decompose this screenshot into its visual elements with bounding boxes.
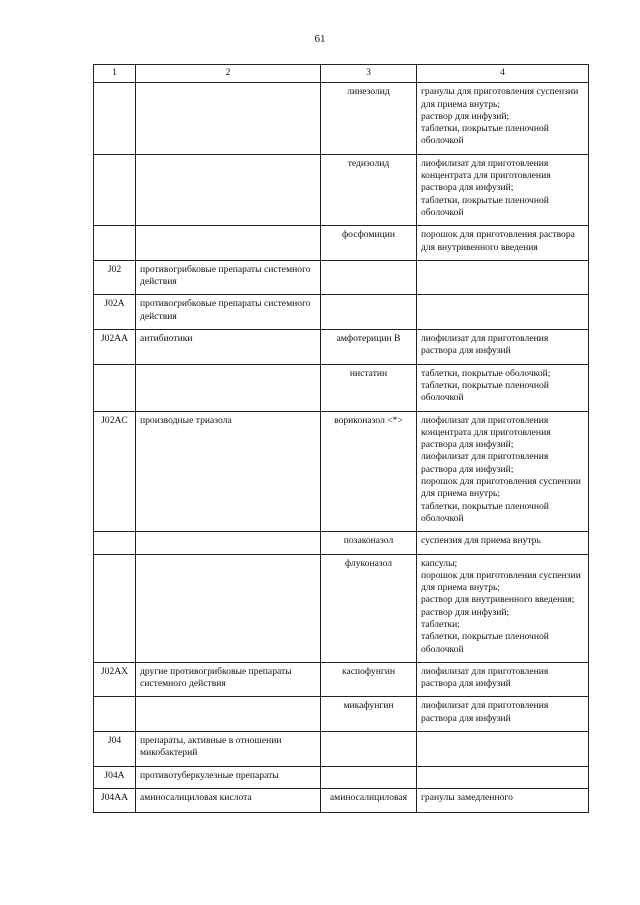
dosage-form-item: таблетки, покрытые оболочкой; [421, 367, 551, 379]
dosage-form-cell [417, 788, 589, 812]
dosage-form-item: гранулы для приготовления суспензии для приема внутрь; [421, 86, 579, 110]
atc-code-cell: J04A [94, 766, 136, 788]
table-row [94, 532, 589, 554]
table-row [94, 788, 589, 812]
group-name-cell [136, 697, 321, 732]
dosage-form-cell [417, 766, 589, 788]
drug-name-cell: вориконазол <*> [321, 411, 417, 532]
dosage-form-cell [417, 260, 589, 295]
drug-name-cell [321, 295, 417, 330]
dosage-form-item: капсулы; [421, 557, 458, 569]
dosage-form-item: порошок для приготовления раствора для внутривенного введения [421, 229, 575, 253]
drug-name-cell: каспофунгин [321, 662, 417, 697]
dosage-form-item: суспензия для приема внутрь [421, 535, 541, 547]
column-header: 1 [94, 65, 136, 83]
drug-name-cell: линезолид [321, 83, 417, 154]
drug-name-cell: флуконазол [321, 554, 417, 662]
page-number: 61 [314, 33, 326, 45]
drug-name-cell: аминосалициловая [321, 788, 417, 812]
drug-table [93, 64, 589, 813]
table-row [94, 364, 589, 411]
dosage-form-item: гранулы замедленного [421, 791, 513, 803]
table-row [94, 554, 589, 662]
dosage-form-cell [417, 532, 589, 554]
dosage-form-item: таблетки, покрытые пленочной оболочкой [421, 123, 549, 147]
dosage-form-item: лиофилизат для приготовления концентрата для приготовления раствора для инфузий; [421, 414, 551, 451]
group-name-cell: аминосалициловая кислота [136, 788, 321, 812]
group-name-cell: противогрибковые препараты системного действия [136, 260, 321, 295]
group-name-cell: производные триазола [136, 411, 321, 532]
dosage-form-cell [417, 226, 589, 261]
drug-name-cell [321, 732, 417, 767]
group-name-cell [136, 554, 321, 662]
dosage-form-cell [417, 411, 589, 532]
table-header-row [94, 65, 589, 83]
group-name-cell [136, 154, 321, 225]
table-row [94, 83, 589, 154]
table-row [94, 662, 589, 697]
group-name-cell: другие противогрибковые препараты системного действия [136, 662, 321, 697]
table-row [94, 226, 589, 261]
atc-code-cell: J02AC [94, 411, 136, 532]
dosage-form-cell [417, 697, 589, 732]
dosage-form-item: порошок для приготовления суспензии для приема внутрь; [421, 569, 581, 594]
group-name-cell: препараты, активные в отношении микобактерий [136, 732, 321, 767]
atc-code-cell [94, 364, 136, 411]
group-name-cell [136, 364, 321, 411]
table-row [94, 411, 589, 532]
table-row [94, 766, 589, 788]
dosage-form-cell [417, 732, 589, 767]
atc-code-cell [94, 532, 136, 554]
dosage-form-item: лиофилизат для приготовления раствора для инфузий; [421, 451, 549, 475]
dosage-form-item: порошок для приготовления суспензии для приема внутрь; [421, 476, 581, 500]
dosage-form-cell [417, 295, 589, 330]
dosage-form-item: раствор для инфузий; [421, 606, 510, 618]
group-name-cell [136, 83, 321, 154]
atc-code-cell: J04AA [94, 788, 136, 812]
dosage-form-cell [417, 364, 589, 411]
atc-code-cell: J02AX [94, 662, 136, 697]
atc-code-cell [94, 554, 136, 662]
dosage-form-item: лиофилизат для приготовления раствора для инфузий [421, 700, 549, 724]
column-header: 3 [321, 65, 417, 83]
table-row [94, 260, 589, 295]
atc-code-cell [94, 697, 136, 732]
dosage-form-item: таблетки; [421, 618, 460, 630]
dosage-form-item: лиофилизат для приготовления концентрата для приготовления раствора для инфузий; [421, 157, 551, 194]
table-body [94, 83, 589, 813]
column-header: 2 [136, 65, 321, 83]
drug-name-cell: позаконазол [321, 532, 417, 554]
table-row [94, 330, 589, 365]
drug-name-cell [321, 260, 417, 295]
table-row [94, 154, 589, 225]
drug-name-cell: нистатин [321, 364, 417, 411]
drug-name-cell: тедизолид [321, 154, 417, 225]
drug-name-cell: фосфомицин [321, 226, 417, 261]
atc-code-cell: J02A [94, 295, 136, 330]
drug-name-cell: микафунгин [321, 697, 417, 732]
table-row [94, 732, 589, 767]
dosage-form-item: лиофилизат для приготовления раствора для инфузий [421, 333, 549, 357]
dosage-form-item: таблетки, покрытые пленочной оболочкой [421, 194, 549, 218]
dosage-form-item: раствор для инфузий; [421, 110, 510, 122]
drug-name-cell [321, 766, 417, 788]
table-row [94, 295, 589, 330]
dosage-form-item: таблетки, покрытые пленочной оболочкой [421, 631, 549, 655]
atc-code-cell: J02AA [94, 330, 136, 365]
dosage-form-cell [417, 83, 589, 154]
atc-code-cell [94, 83, 136, 154]
dosage-form-cell [417, 154, 589, 225]
dosage-form-item: таблетки, покрытые пленочной оболочкой [421, 379, 549, 404]
group-name-cell: противогрибковые препараты системного действия [136, 295, 321, 330]
atc-code-cell: J04 [94, 732, 136, 767]
table-row [94, 697, 589, 732]
atc-code-cell: J02 [94, 260, 136, 295]
column-header: 4 [417, 65, 589, 83]
dosage-form-cell [417, 330, 589, 365]
group-name-cell [136, 226, 321, 261]
drug-name-cell: амфотерицин В [321, 330, 417, 365]
dosage-form-item: лиофилизат для приготовления раствора для инфузий [421, 665, 549, 690]
atc-code-cell [94, 154, 136, 225]
dosage-form-cell [417, 662, 589, 697]
atc-code-cell [94, 226, 136, 261]
group-name-cell: противотуберкулезные препараты [136, 766, 321, 788]
dosage-form-item: таблетки, покрытые пленочной оболочкой [421, 500, 549, 524]
group-name-cell [136, 532, 321, 554]
dosage-form-item: раствор для внутривенного введения; [421, 594, 575, 606]
dosage-form-cell [417, 554, 589, 662]
group-name-cell: антибиотики [136, 330, 321, 365]
